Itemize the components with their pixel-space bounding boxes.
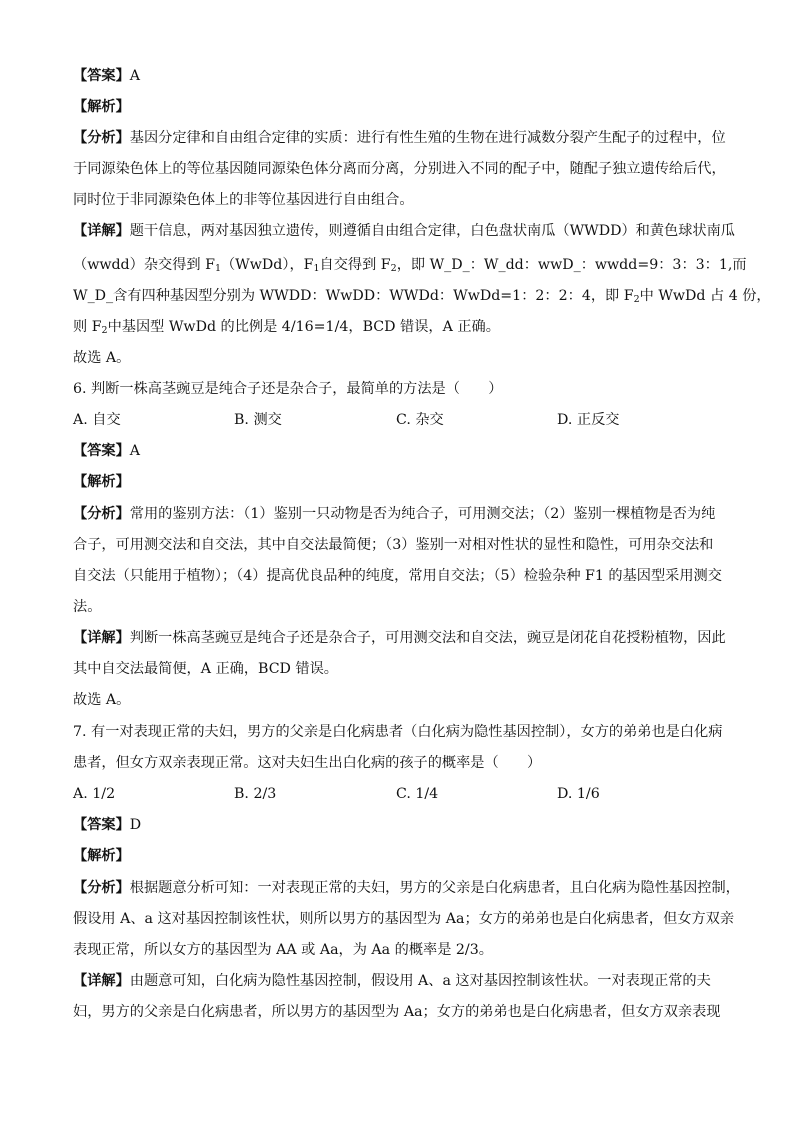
q5-answer-line <box>73 66 140 86</box>
q7-option-b: B. 2/3 <box>234 786 277 802</box>
answer-tag: 【答案】 <box>73 68 130 84</box>
q7-fenxi-line-3: 表现正常，所以女方的基因型为 AA 或 Aa，为 Aa 的概率是 2/3。 <box>73 942 493 958</box>
q5-fenxi-line-3: 同时位于非同源染色体上的非等位基因进行自由组合。 <box>73 192 414 208</box>
q7-option-c: C. 1/4 <box>396 786 439 802</box>
q6-conclusion: 故选 A。 <box>73 692 131 708</box>
q7-answer: D <box>129 817 142 833</box>
q6-fenxi-line-2: 合子，可用测交法和自交法，其中自交法最简便；（3）鉴别一对相对性状的显性和隐性，可用杂交法和 <box>73 537 714 553</box>
detail-tag: 【详解】 <box>73 973 130 989</box>
q5-answer: A <box>129 68 141 84</box>
fenxi-tag: 【分析】 <box>73 506 130 522</box>
detail-tag: 【详解】 <box>73 223 130 239</box>
fenxi-tag: 【分析】 <box>73 130 130 146</box>
q5-fenxi-line-1: 【分析】基因分定律和自由组合定律的实质：进行有性生殖的生物在进行减数分裂产生配子的过程中，位 <box>73 130 726 146</box>
q6-detail-line-1: 【详解】判断一株高茎豌豆是纯合子还是杂合子，可用测交法和自交法，豌豆是闭花自花授粉植物，因此 <box>73 630 726 646</box>
q6-option-d: D. 正反交 <box>557 412 620 428</box>
q7-answer-line <box>73 815 141 835</box>
q6-answer: A <box>129 443 141 459</box>
q7-detail-line-2: 妇，男方的父亲是白化病患者，所以男方的基因型为 Aa；女方的弟弟也是白化病患者，但女方双亲表现 <box>73 1004 721 1020</box>
q7-detail-line-1: 【详解】由题意可知，白化病为隐性基因控制，假设用 A、a 这对基因控制该性状。一对表现正常的夫 <box>73 973 711 989</box>
q6-detail-line-2: 其中自交法最简便，A 正确，BCD 错误。 <box>73 661 338 677</box>
q5-analysis-tag: 【解析】 <box>73 99 130 115</box>
q5-detail-line-1: 【详解】题干信息，两对基因独立遗传，则遵循自由组合定律，白色盘状南瓜（WWDD）和黄色球状南瓜 <box>73 223 735 239</box>
answer-tag: 【答案】 <box>73 817 130 833</box>
q6-fenxi-line-1: 【分析】常用的鉴别方法：（1）鉴别一只动物是否为纯合子，可用测交法；（2）鉴别一棵植物是否为纯 <box>73 506 716 522</box>
q6-fenxi-line-4: 法。 <box>73 599 102 615</box>
q5-detail-line-4: 则 $F_2$中基因型 WwDd 的比例是 4/16=1/4，BCD 错误，A 正确。 <box>73 319 500 336</box>
q7-option-a: A. 1/2 <box>73 786 116 802</box>
q6-option-b: B. 测交 <box>234 412 282 428</box>
q7-stem-line-1: 7. 有一对表现正常的夫妇，男方的父亲是白化病患者（白化病为隐性基因控制），女方的弟弟也是白化病 <box>73 724 723 740</box>
q7-analysis-tag: 【解析】 <box>73 848 130 864</box>
q7-stem-line-2: 患者，但女方双亲表现正常。这对夫妇生出白化病的孩子的概率是（ ） <box>73 755 542 771</box>
detail-tag: 【详解】 <box>73 630 130 646</box>
q7-fenxi-line-2: 假设用 A、a 这对基因控制该性状，则所以男方的基因型为 Aa；女方的弟弟也是白化病患者，但女方双亲 <box>73 911 735 927</box>
q7-option-d: D. 1/6 <box>557 786 600 802</box>
q5-fenxi-line-2: 于同源染色体上的等位基因随同源染色体分离而分离，分别进入不同的配子中，随配子独立遗传给后代， <box>73 161 726 177</box>
q6-option-c: C. 杂交 <box>396 412 444 428</box>
q7-fenxi-line-1: 【分析】根据题意分析可知：一对表现正常的夫妇，男方的父亲是白化病患者，且白化病为隐性基因控制， <box>73 880 740 896</box>
q5-detail-line-3: W_D_含有四种基因型分别为 WWDD：WwDD：WWDd：WwDd=1：2：2：4，即 $F_2$中 WwDd 占 4 份， <box>73 288 771 305</box>
fenxi-tag: 【分析】 <box>73 880 130 896</box>
answer-tag: 【答案】 <box>73 443 130 459</box>
q6-answer-line <box>73 441 140 461</box>
q5-conclusion: 故选 A。 <box>73 350 131 366</box>
q6-stem: 6. 判断一株高茎豌豆是纯合子还是杂合子，最简单的方法是（ ） <box>73 381 503 397</box>
q6-analysis-tag: 【解析】 <box>73 474 130 490</box>
q5-detail-line-2: （wwdd）杂交得到 $F_1(WwDd)$，$F_1$自交得到 $F_2$，即 W_D_：W_dd：wwD_：wwdd=9：3：3：1,而 <box>73 257 747 274</box>
q6-option-a: A. 自交 <box>73 412 121 428</box>
q6-fenxi-line-3: 自交法（只能用于植物）；（4）提高优良品种的纯度，常用自交法；（5）检验杂种 F1 的基因型采用测交 <box>73 568 722 584</box>
